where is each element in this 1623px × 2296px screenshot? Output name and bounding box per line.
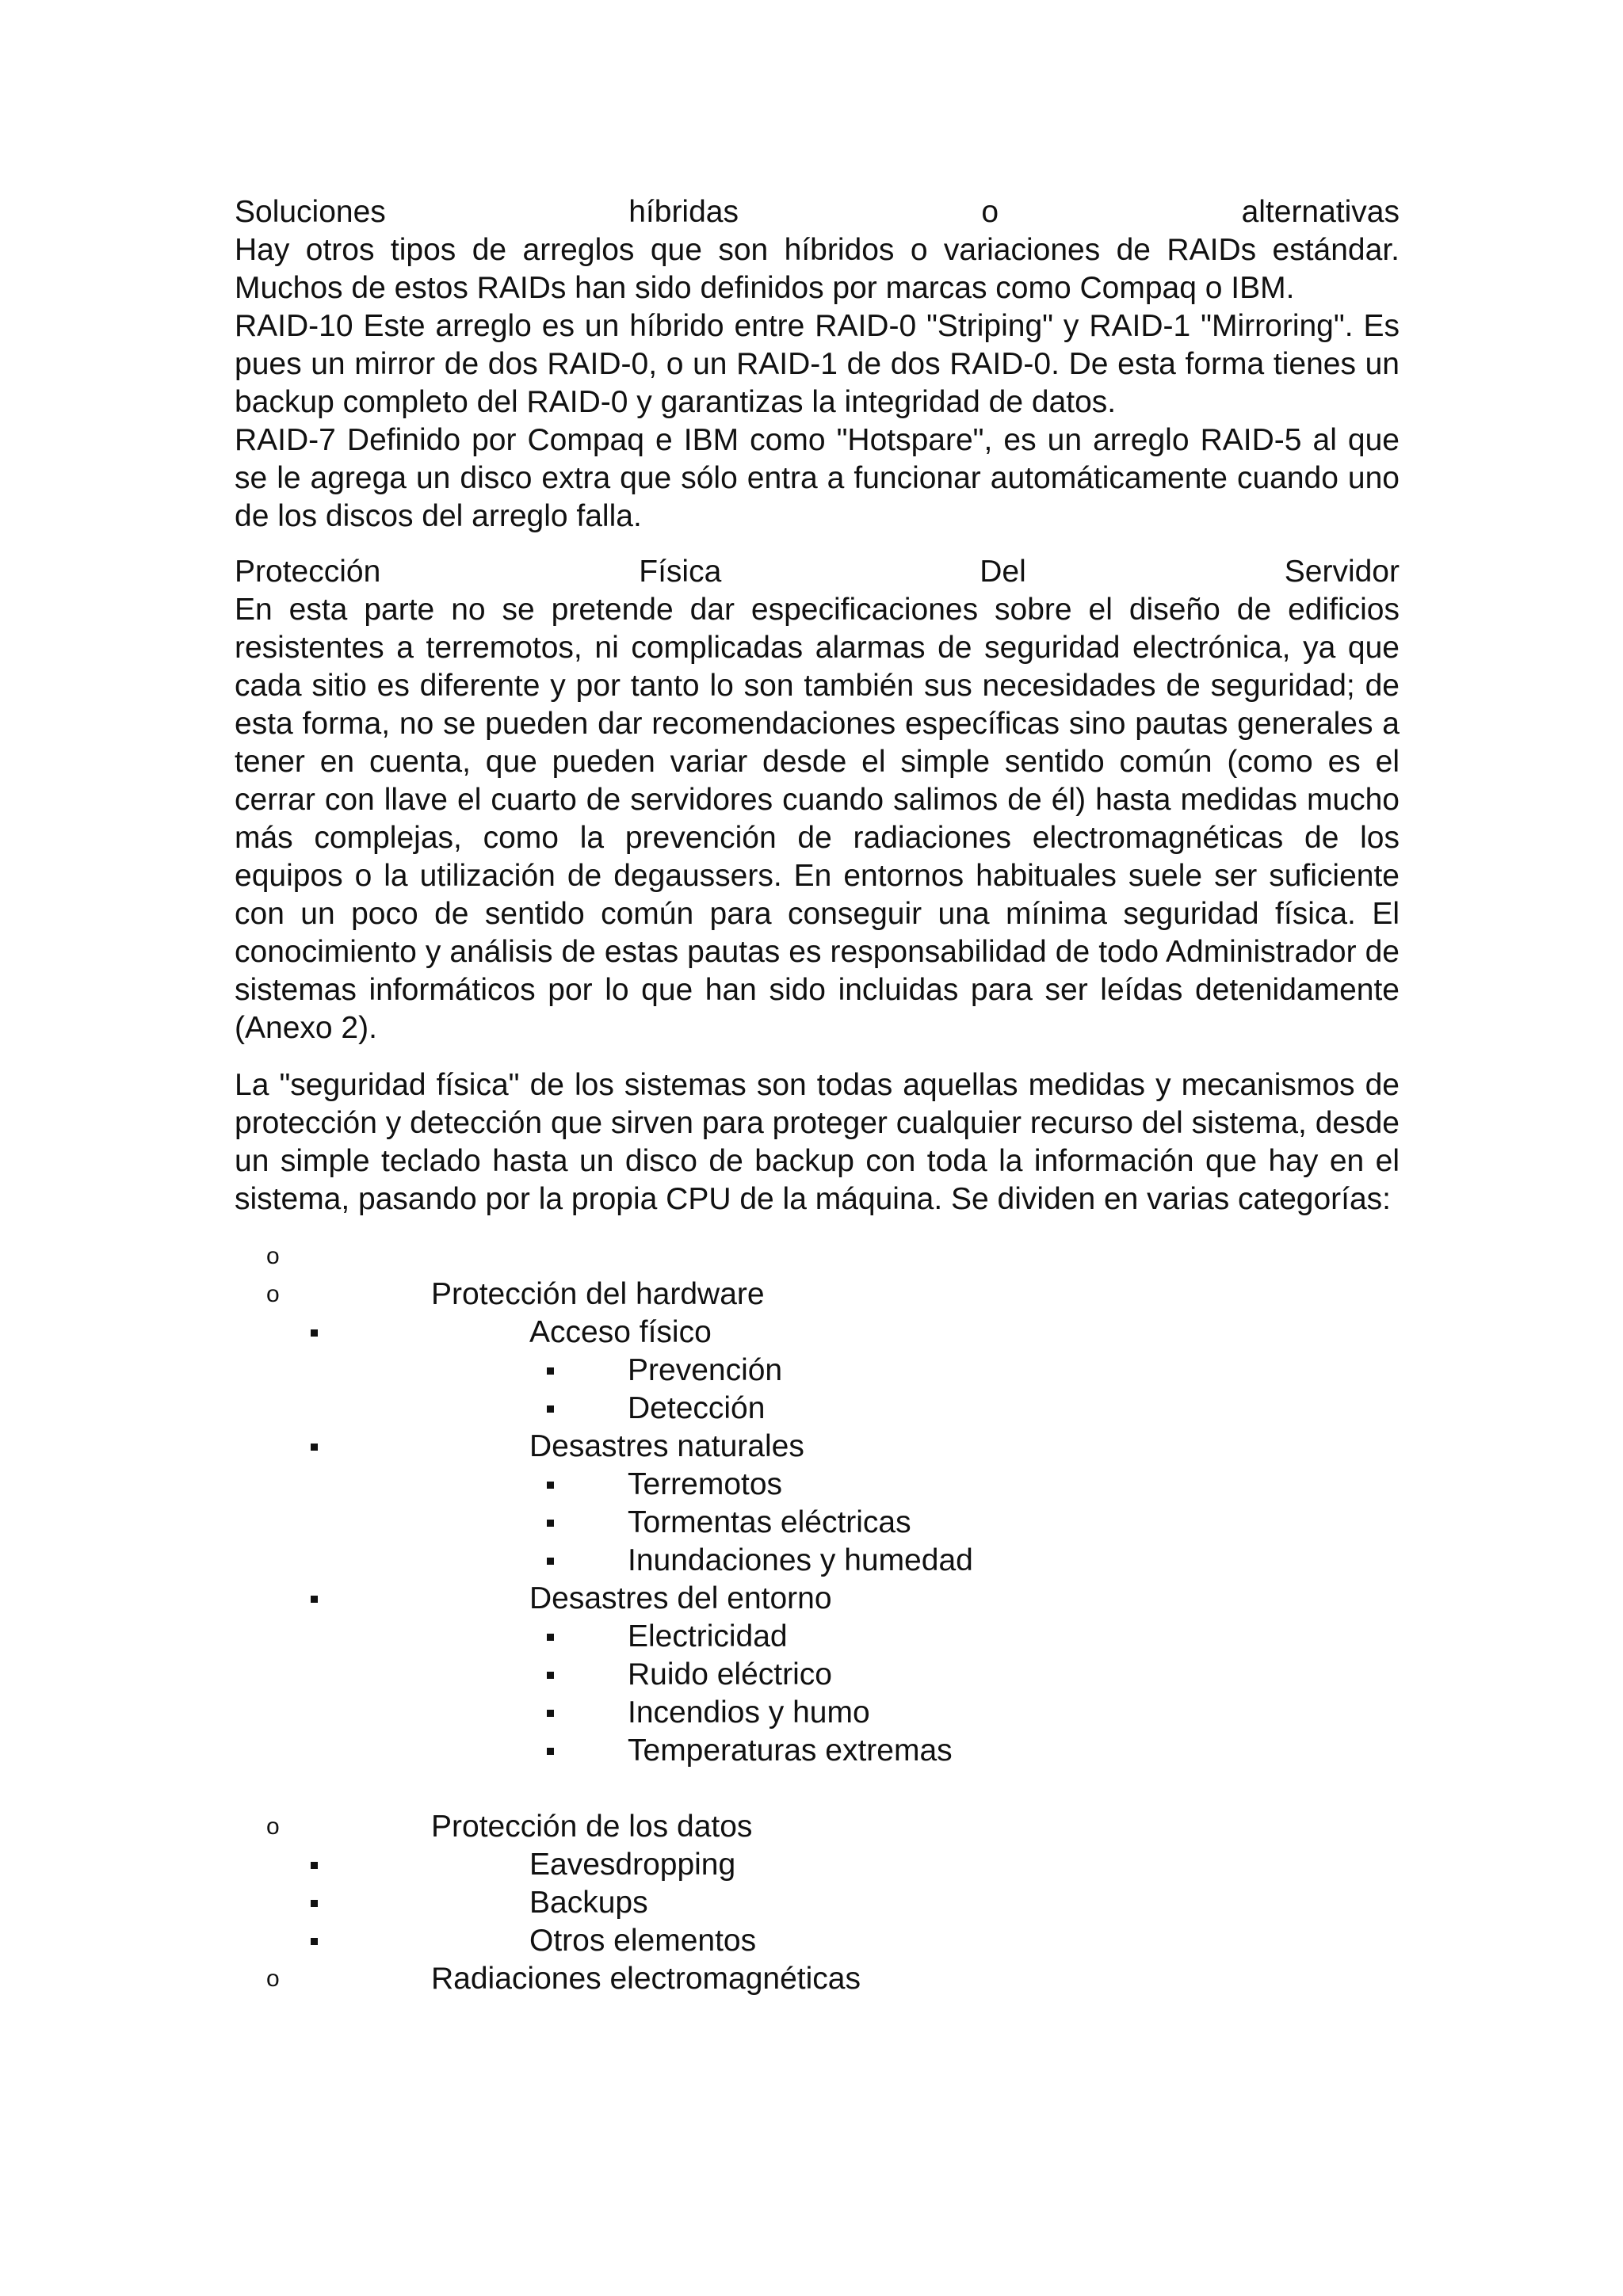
paragraph-intro-hybrid: Hay otros tipos de arreglos que son híbridos o variaciones de RAIDs estándar. Muchos de estos RAIDs han sido definidos por marcas como Compaq o IBM. (235, 233, 1400, 305)
square-bullet-icon (311, 1596, 318, 1603)
circle-bullet-icon: o (266, 1966, 280, 1992)
outline-label: Electricidad (628, 1619, 788, 1653)
paragraph-raid10: RAID-10 Este arreglo es un híbrido entre RAID-0 "Striping" y RAID-1 "Mirroring". Es pues un mirror de dos RAID-0, o un RAID-1 de dos RAID-0. De esta forma tienes un backup completo del RAID-0 y garantizas la integridad de datos. (235, 309, 1400, 419)
outline-item-hardware (235, 1276, 1400, 1314)
outline-subitem (235, 1922, 1400, 1960)
square-bullet-icon (547, 1710, 554, 1717)
outline-subitem (235, 1618, 1400, 1656)
heading-word: o (981, 195, 999, 229)
outline-label: Ruido eléctrico (628, 1657, 832, 1691)
categories-outline (235, 1238, 1400, 1998)
outline-subitem (235, 1846, 1400, 1884)
outline-subitem (235, 1466, 1400, 1504)
outline-subitem (235, 1694, 1400, 1732)
square-bullet-icon (547, 1405, 554, 1413)
heading-word: Soluciones (235, 195, 386, 229)
paragraph-raid7: RAID-7 Definido por Compaq e IBM como "Hotspare", es un arreglo RAID-5 al que se le agrega un disco extra que sólo entra a funcionar automáticamente cuando uno de los discos del arreglo falla. (235, 423, 1400, 533)
square-bullet-icon (547, 1367, 554, 1375)
circle-bullet-icon: o (266, 1814, 280, 1840)
circle-bullet-icon: o (266, 1281, 280, 1307)
outline-label: Prevención (628, 1353, 783, 1387)
outline-label: Desastres naturales (529, 1429, 804, 1463)
outline-subitem (235, 1390, 1400, 1428)
document-page (235, 193, 1400, 1998)
outline-subitem (235, 1542, 1400, 1580)
outline-subitem (235, 1732, 1400, 1770)
outline-label: Eavesdropping (529, 1848, 736, 1882)
square-bullet-icon (547, 1672, 554, 1679)
outline-label: Temperaturas extremas (628, 1733, 953, 1768)
outline-item-acceso-fisico (235, 1314, 1400, 1352)
outline-label: Backups (529, 1886, 648, 1920)
outline-label: Incendios y humo (628, 1695, 870, 1730)
square-bullet-icon (547, 1634, 554, 1641)
square-bullet-icon (547, 1748, 554, 1755)
square-bullet-icon (311, 1862, 318, 1869)
outline-label: Terremotos (628, 1467, 783, 1501)
outline-subitem (235, 1352, 1400, 1390)
outline-item-radiaciones (235, 1960, 1400, 1998)
outline-label: Inundaciones y humedad (628, 1543, 973, 1577)
outline-label: Otros elementos (529, 1924, 757, 1958)
square-bullet-icon (547, 1520, 554, 1527)
square-bullet-icon (311, 1444, 318, 1451)
outline-subitem (235, 1884, 1400, 1922)
square-bullet-icon (547, 1482, 554, 1489)
outline-item-datos (235, 1808, 1400, 1846)
heading-proteccion-fisica (235, 553, 1400, 591)
outline-empty-item (235, 1238, 1400, 1276)
circle-bullet-icon: o (266, 1243, 280, 1269)
heading-word: Protección (235, 555, 381, 589)
square-bullet-icon (547, 1558, 554, 1565)
square-bullet-icon (311, 1329, 318, 1337)
heading-soluciones-hibridas (235, 193, 1400, 231)
outline-label: Radiaciones electromagnéticas (431, 1962, 861, 1996)
heading-word: Servidor (1284, 555, 1400, 589)
outline-label: Tormentas eléctricas (628, 1505, 911, 1539)
outline-label: Desastres del entorno (529, 1581, 832, 1615)
heading-word: híbridas (628, 195, 739, 229)
heading-word: Del (980, 555, 1026, 589)
outline-item-desastres-entorno (235, 1580, 1400, 1618)
outline-label: Protección del hardware (431, 1277, 765, 1311)
paragraph-seguridad-fisica: La "seguridad física" de los sistemas son todas aquellas medidas y mecanismos de protección y detección que sirven para proteger cualquier recurso del sistema, desde un simple teclado hasta un disco de backup con toda la información que hay en el sistema, pasando por la propia CPU de la máquina. Se dividen en varias categorías: (235, 1068, 1400, 1216)
outline-item-desastres-naturales (235, 1428, 1400, 1466)
paragraph-physical-protection: En esta parte no se pretende dar especificaciones sobre el diseño de edificios resistentes a terremotos, ni complicadas alarmas de seguridad electrónica, ya que cada sitio es diferente y por tanto lo son también sus necesidades de seguridad; de esta forma, no se pueden dar recomendaciones específicas sino pautas generales a tener en cuenta, que pueden variar desde el simple sentido común (como es el cerrar con llave el cuarto de servidores cuando salimos de él) hasta medidas mucho más complejas, como la prevención de radiaciones electromagnéticas de los equipos o la utilización de degaussers. En entornos habituales suele ser suficiente con un poco de sentido común para conseguir una mínima seguridad física. El conocimiento y análisis de estas pautas es responsabilidad de todo Administrador de sistemas informáticos por lo que han sido incluidas para ser leídas detenidamente (Anexo 2). (235, 593, 1400, 1045)
square-bullet-icon (311, 1938, 318, 1945)
outline-subitem (235, 1504, 1400, 1542)
outline-label: Protección de los datos (431, 1810, 753, 1844)
outline-label: Detección (628, 1391, 766, 1425)
heading-word: alternativas (1241, 195, 1400, 229)
square-bullet-icon (311, 1900, 318, 1907)
heading-word: Física (639, 555, 722, 589)
outline-label: Acceso físico (529, 1315, 712, 1349)
outline-subitem (235, 1656, 1400, 1694)
